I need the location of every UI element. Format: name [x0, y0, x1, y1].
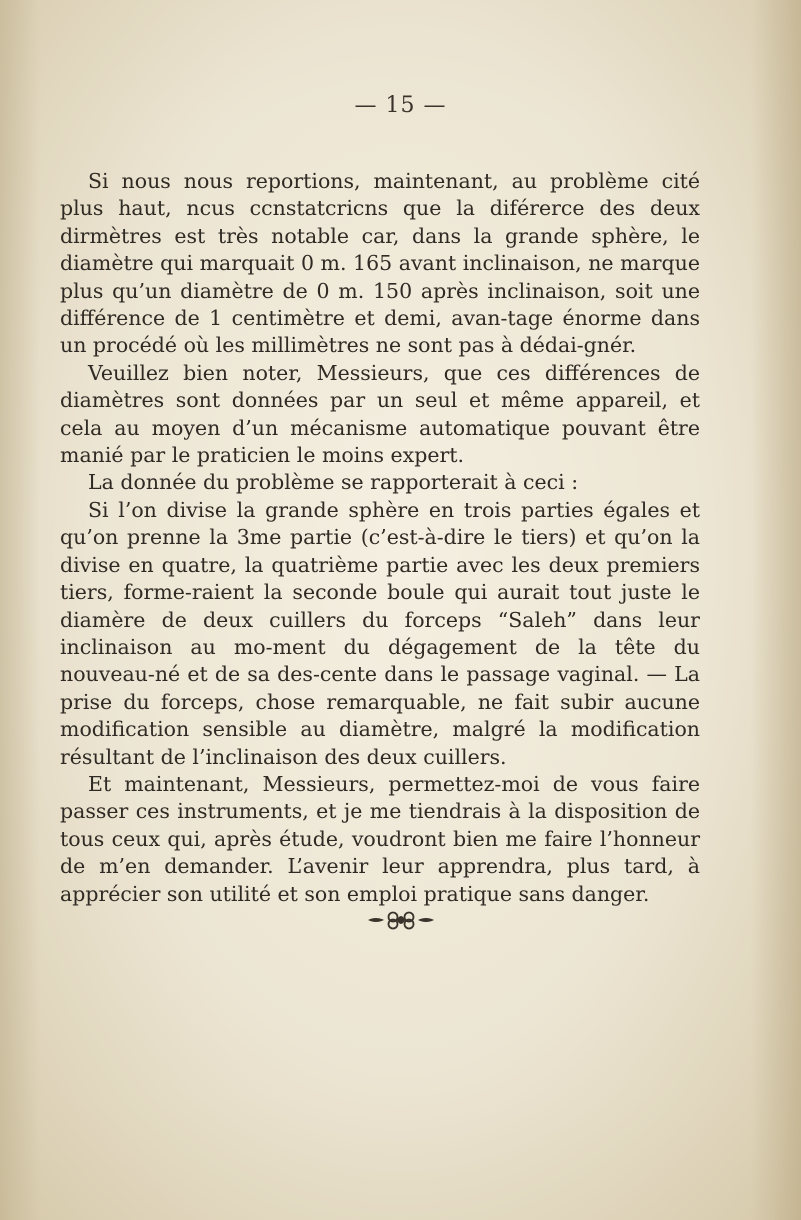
paragraph-1: Si nous nous reportions, maintenant, au problème cité plus haut, ncus ccnstatcricns que la diférerce des deux dirmètres est très notable car, dans la grande sphère, le diamètre qui marquait 0 m. 165 avant inclinaison, ne marque plus qu’un diamètre de 0 m. 150 après inclinaison, soit une différence de 1 centimètre et demi, avan-tage énorme dans un procédé où les millimètres ne sont pas à dédai-gnér. [60, 169, 700, 358]
body-text [60, 168, 700, 908]
page-edge-right [751, 0, 801, 1220]
page-number: — 15 — [354, 93, 447, 118]
paragraph-4: Si l’on divise la grande sphère en trois parties égales et qu’on prenne la 3me partie (c’est-à-dire le tiers) et qu’on la divise en quatre, la quatrième partie avec les deux premiers tiers, forme-raient la seconde boule qui aurait tout juste le diamère de deux cuillers du forceps “Saleh” dans leur inclinaison au mo-ment du dégagement de la tête du nouveau-né et de sa des-cente dans le passage vaginal. — La prise du forceps, chose remarquable, ne fait subir aucune modification sensible au diamètre, malgré la modification résultant de l’inclinaison des deux cuillers. [60, 497, 700, 769]
ornament-fleuron [0, 907, 801, 937]
page-edge-left [0, 0, 40, 1220]
fleuron-icon [366, 907, 436, 933]
paragraph-5: Et maintenant, Messieurs, permettez-moi de vous faire passer ces instruments, et je me tiendrais à la disposition de tous ceux qui, après étude, voudront bien me faire l’honneur de m’en demander. L’avenir leur apprendra, plus tard, à apprécier son utilité et son emploi pratique sans danger. [60, 771, 700, 906]
paragraph-2: Veuillez bien noter, Messieurs, que ces différences de diamètres sont données par un seul et même appareil, et cela au moyen d’un mécanisme automatique pouvant être manié par le praticien le moins expert. [60, 360, 700, 468]
paragraph-3: La donnée du problème se rapporterait à ceci : [88, 470, 579, 495]
